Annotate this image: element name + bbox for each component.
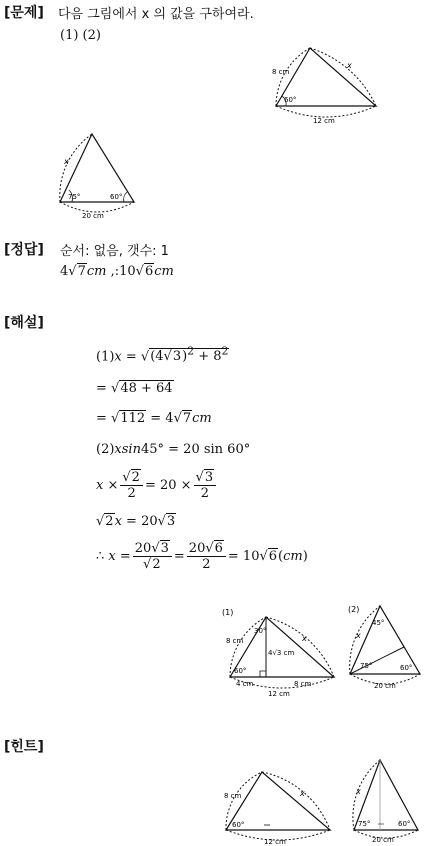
sol-fig1-top-angle: 30° xyxy=(254,627,267,635)
hint-fig1-base: 12 cm xyxy=(264,838,286,846)
sol-fig2-top-angle: 45° xyxy=(372,619,385,627)
problem-label: [문제] xyxy=(4,5,44,21)
fig2-x-label: x xyxy=(64,157,69,166)
solution-step-5: x × $\frac{√2}{2}$ = 20 × $\frac{√3}{2}$ xyxy=(96,470,218,501)
sol-fig2-base: 20 cm xyxy=(374,682,396,690)
sol-fig1-side: 8 cm xyxy=(226,637,244,645)
hint-label: [힌트] xyxy=(4,739,44,755)
hint-fig2-x: x xyxy=(356,787,361,796)
solution-step-6: √2x = 20√3 xyxy=(96,514,176,529)
sol-fig1-short: 4 cm xyxy=(236,680,254,688)
sol-fig2-angle-right: 60° xyxy=(400,664,413,672)
sol-fig1-angle: 60° xyxy=(234,667,247,675)
hint-figure-2 xyxy=(344,754,426,845)
fig1-x-label: x xyxy=(347,61,352,70)
problem-figure-1 xyxy=(268,44,383,126)
hint-fig1-x: x xyxy=(300,789,305,798)
hint-fig2-angle-right: 60° xyxy=(398,820,411,828)
hint-fig1-side: 8 cm xyxy=(224,792,242,800)
hint-fig1-angle: 60° xyxy=(232,821,245,829)
solution-step-4: (2)xsin45° = 20 sin 60° xyxy=(96,442,251,457)
sol-fig1-base: 12 cm xyxy=(268,690,290,698)
solution-step-3: = √112 = 4√7cm xyxy=(96,411,212,426)
sol-fig2-tag: (2) xyxy=(348,605,360,614)
answer-values: 4√7cm ,:10√6cm xyxy=(60,264,174,279)
fig1-side-label: 8 cm xyxy=(272,68,290,76)
solution-figure-2 xyxy=(340,600,426,695)
sol-fig2-angle-left: 75° xyxy=(360,662,373,670)
answer-label: [정답] xyxy=(4,242,44,258)
fig1-angle-label: 60° xyxy=(284,96,297,104)
solution-figure-1 xyxy=(216,603,342,698)
hint-figure-1 xyxy=(218,764,336,846)
problem-figure-2 xyxy=(52,130,144,222)
fig2-angle-left-label: 75° xyxy=(68,193,81,201)
hint-fig2-base: 20 cm xyxy=(372,836,394,844)
fig1-base-label: 12 cm xyxy=(313,117,335,125)
hint-fig2-angle-left: 75° xyxy=(358,820,371,828)
sol-fig1-height: 4√3 cm xyxy=(268,649,295,657)
solution-label: [해설] xyxy=(4,315,44,331)
fig2-base-label: 20 cm xyxy=(82,212,104,220)
fig2-angle-right-label: 60° xyxy=(110,193,123,201)
problem-parts: (1) (2) xyxy=(60,28,101,43)
solution-step-2: = √48 + 64 xyxy=(96,381,173,396)
solution-step-1: $(1)x = √(4√3)^2 + 8^2$ xyxy=(96,345,229,365)
solution-step-7: ∴ x = $\frac{20√3}{√2}$ = $\frac{20√6}{2}$ = 10√6(cm) xyxy=(96,541,308,572)
sol-fig2-x: x xyxy=(356,631,361,640)
sol-fig1-tag: (1) xyxy=(222,608,234,617)
problem-question: 다음 그림에서 x 의 값을 구하여라. xyxy=(58,7,254,22)
sol-fig1-x: x xyxy=(302,634,307,643)
answer-line1: 순서: 없음, 갯수: 1 xyxy=(60,244,169,259)
sol-fig1-long: 8 cm xyxy=(294,680,312,688)
